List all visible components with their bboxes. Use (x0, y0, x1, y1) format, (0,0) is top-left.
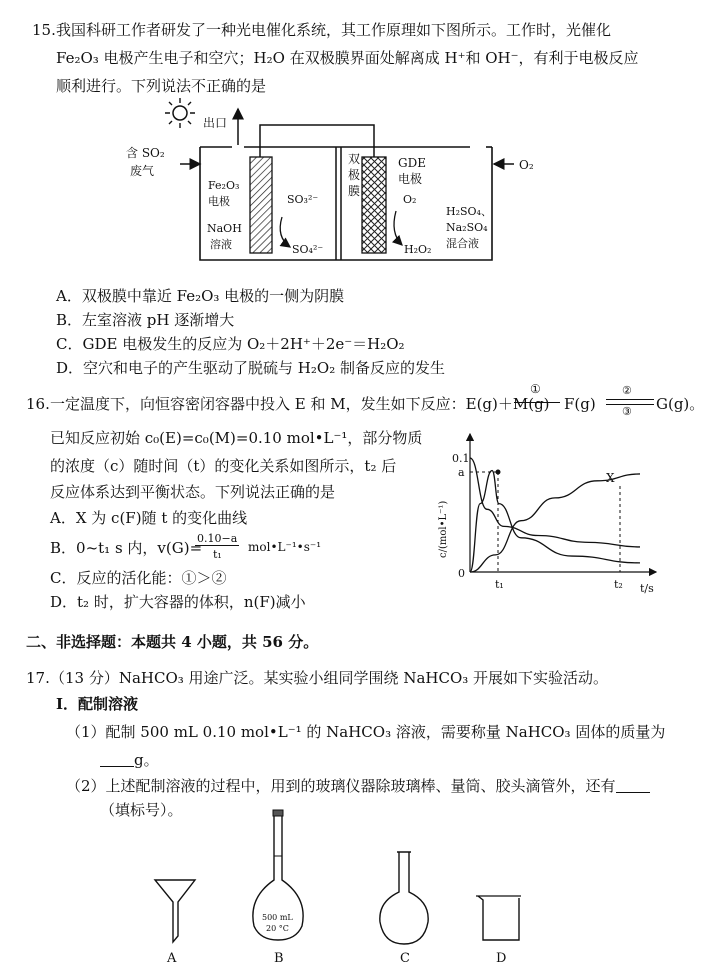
q16-option-c: C．反应的活化能：①＞② (50, 569, 227, 587)
right-reaction-arrow (394, 211, 402, 245)
eq-arrow-forward (606, 399, 654, 400)
q15-stem-line1: 我国科研工作者研发了一种光电催化系统，其工作原理如下图所示。工作时，光催化 (56, 21, 612, 39)
eq-circle-3: ③ (622, 405, 632, 418)
q15-option-d: D．空穴和电子的产生驱动了脱硫与 H₂O₂ 制备反应的发生 (56, 359, 445, 377)
q17-sub2-line1 (66, 776, 650, 797)
eq-circle-1: ① (530, 382, 541, 396)
apparatus-label-d: D (496, 951, 507, 966)
q17-sub1-unit: g。 (134, 751, 159, 769)
left-solution-label-2: 溶液 (210, 238, 232, 251)
apparatus-label-a: A (167, 951, 177, 966)
y-tick-0-1: 0.1 (452, 452, 470, 465)
concentration-chart (430, 420, 680, 600)
q16-number: 16. (26, 395, 50, 413)
funnel-icon (155, 880, 195, 942)
right-product-label: H₂O₂ (404, 243, 432, 256)
q16-option-b-prefix: B．0~t₁ s 内，v(G)= (50, 539, 203, 557)
left-reactant-label: SO₃²⁻ (287, 193, 319, 206)
q16-stem-line1: 一定温度下，向恒容密闭容器中投入 E 和 M，发生如下反应：E(g)＋M(g) (50, 395, 550, 413)
q16-equation-arrows (510, 380, 704, 420)
x-tick-t1: t₁ (495, 578, 504, 591)
beaker-icon (476, 896, 521, 940)
curve-series-2 (470, 471, 640, 572)
left-electrode-label-2: 电极 (208, 195, 230, 208)
right-solution-label-3: 混合液 (446, 237, 479, 250)
inlet-left-label-1: 含 SO₂ (126, 146, 165, 160)
gde-electrode (362, 157, 386, 253)
electrolysis-cell-diagram (0, 95, 692, 273)
left-solution-label-1: NaOH (207, 222, 242, 235)
q16-option-d: D．t₂ 时，扩大容器的体积，n(F)减小 (50, 593, 306, 611)
q16-option-b-numerator: 0.10−a (197, 532, 238, 545)
q17-sub2-text: （2）上述配制溶液的过程中，用到的玻璃仪器除玻璃棒、量筒、胶头滴管外，还有 (66, 777, 616, 795)
y-tick-a: a (458, 466, 465, 479)
fe2o3-electrode (250, 157, 272, 253)
right-solution-label-1: H₂SO₄、 (446, 205, 492, 218)
q17-sub2-line2: （填标号）。 (100, 801, 183, 819)
right-electrode-label-1: GDE (398, 156, 426, 170)
sun-icon (165, 98, 195, 128)
answer-blank-apparatus[interactable] (616, 778, 650, 793)
q17-intro: （13 分）NaHCO₃ 用途广泛。某实验小组同学围绕 NaHCO₃ 开展如下实验活动。 (50, 669, 609, 687)
q15-number: 15. (32, 21, 56, 39)
q16-option-b-denominator: t₁ (213, 548, 222, 561)
q15-stem-line2: Fe₂O₃ 电极产生电子和空穴；H₂O 在双极膜界面处解离成 H⁺和 OH⁻，有利于电极反应 (56, 49, 639, 67)
left-electrode-label-1: Fe₂O₃ (208, 179, 240, 192)
q15-option-b: B．左室溶液 pH 逐渐增大 (56, 311, 235, 329)
q15-option-a: A．双极膜中靠近 Fe₂O₃ 电极的一侧为阴膜 (56, 287, 345, 305)
q15-option-c: C．GDE 电极发生的反应为 O₂＋2H⁺＋2e⁻＝H₂O₂ (56, 335, 405, 353)
q17-sub1-line2 (100, 750, 159, 771)
eq-arrow-1 (514, 402, 560, 403)
origin-label: 0 (458, 567, 465, 580)
q16-option-b-suffix: mol•L⁻¹•s⁻¹ (248, 540, 322, 554)
round-flask-icon (380, 852, 428, 944)
curve-annotation-x: X (606, 471, 615, 485)
apparatus-label-c: C (400, 951, 410, 966)
eq-end: G(g)。 (656, 395, 704, 413)
q15-stem-line3: 顺利进行。下列说法不正确的是 (56, 77, 267, 95)
glassware-figure (0, 810, 692, 969)
outlet-label: 出口 (203, 116, 228, 130)
left-reaction-arrow (280, 217, 290, 247)
membrane-label-3: 膜 (348, 184, 361, 198)
flask-temp-label: 20 °C (266, 924, 289, 933)
peak-point (496, 470, 501, 475)
flask-volume-label: 500 mL (262, 913, 293, 922)
eq-mid: F(g) (564, 395, 596, 413)
q16-cond-line3: 反应体系达到平衡状态。下列说法正确的是 (50, 483, 336, 501)
y-axis-label: c/(mol•L⁻¹) (438, 500, 449, 558)
membrane-label-2: 极 (348, 168, 361, 182)
q17-sub1-line1: （1）配制 500 mL 0.10 mol•L⁻¹ 的 NaHCO₃ 溶液，需要称量 NaHCO₃ 固体的质量为 (66, 723, 666, 741)
eq-circle-2: ② (622, 384, 632, 397)
q16-cond-line1: 已知反应初始 c₀(E)=c₀(M)=0.10 mol•L⁻¹，部分物质 (50, 429, 423, 447)
right-reactant-label: O₂ (403, 193, 417, 206)
inlet-left-label-2: 废气 (130, 164, 155, 178)
x-tick-t2: t₂ (614, 578, 623, 591)
membrane-label-1: 双 (348, 152, 361, 166)
section2-heading: 二、非选择题：本题共 4 小题，共 56 分。 (26, 633, 319, 651)
inlet-right-label: O₂ (519, 158, 534, 172)
apparatus-label-b: B (274, 951, 284, 966)
q17-number: 17. (26, 669, 50, 687)
right-solution-label-2: Na₂SO₄ (446, 221, 488, 234)
right-electrode-label-2: 电极 (398, 172, 423, 186)
q16-option-a: A．X 为 c(F)随 t 的变化曲线 (50, 509, 248, 527)
q16-cond-line2: 的浓度（c）随时间（t）的变化关系如图所示，t₂ 后 (50, 457, 397, 475)
answer-blank-mass[interactable] (100, 752, 134, 767)
left-product-label: SO₄²⁻ (292, 243, 324, 256)
x-axis-label: t/s (640, 582, 654, 595)
q17-part1-heading: I．配制溶液 (56, 695, 139, 713)
